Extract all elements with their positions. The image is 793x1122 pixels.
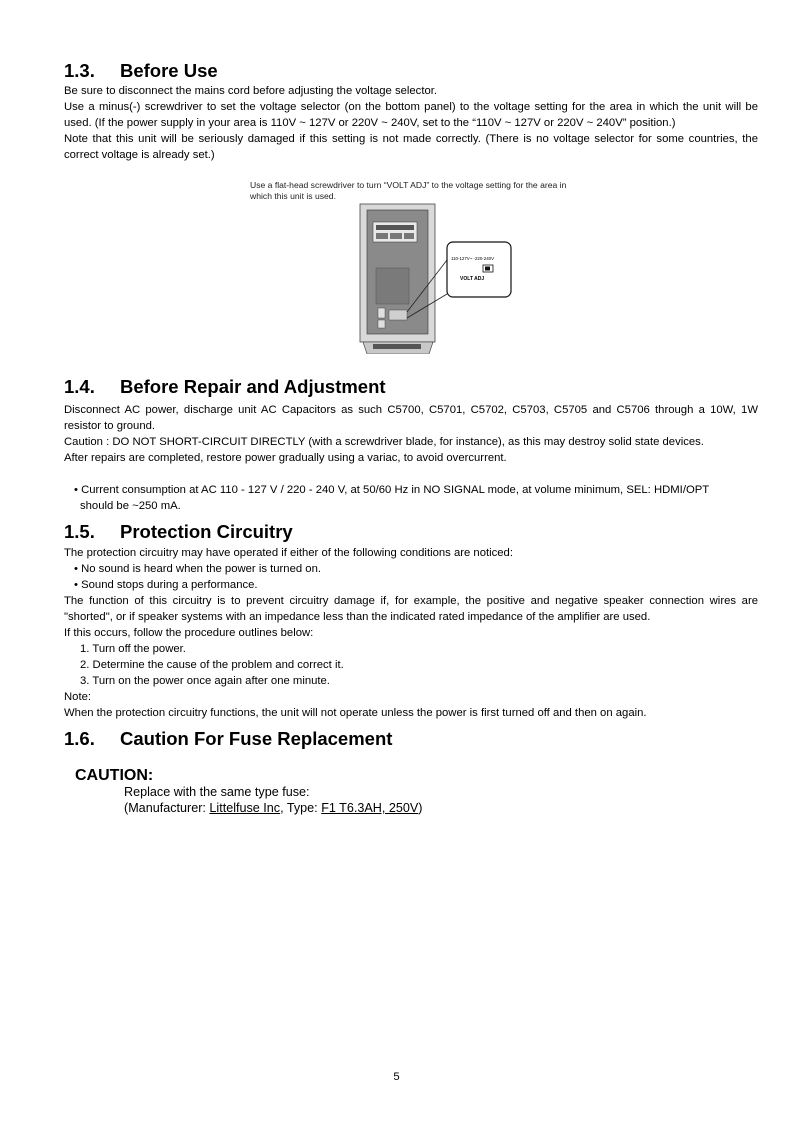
list-item: 3. Turn on the power once again after one minute.	[80, 675, 330, 687]
heading-protection-circuitry	[64, 521, 293, 543]
bullet-item: • Current consumption at AC 110 - 127 V / 220 - 240 V, at 50/60 Hz in NO SIGNAL mode, at volume minimum, SEL: HDMI/OPT	[74, 484, 710, 496]
section-title: Protection Circuitry	[120, 521, 293, 542]
list-item: • Sound stops during a performance.	[74, 579, 258, 591]
paragraph: Be sure to disconnect the mains cord before adjusting the voltage selector.	[64, 85, 438, 97]
section-number: 1.3.	[64, 60, 95, 81]
type-prefix: , Type:	[280, 801, 322, 815]
list-item: 2. Determine the cause of the problem and correct it.	[80, 659, 344, 671]
manufacturer-name: Littelfuse Inc	[209, 801, 281, 815]
section-number: 1.4.	[64, 376, 95, 397]
heading-before-repair	[64, 376, 386, 398]
paragraph: The protection circuitry may have operated if either of the following conditions are noticed:	[64, 547, 513, 559]
closing-paren: )	[418, 801, 423, 815]
paragraph: If this occurs, follow the procedure outlines below:	[64, 627, 314, 639]
paragraph: After repairs are completed, restore power gradually using a variac, to avoid overcurrent.	[64, 452, 507, 464]
list-item: 1. Turn off the power.	[80, 643, 186, 655]
heading-before-use	[64, 60, 218, 82]
list-item: • No sound is heard when the power is turned on.	[74, 563, 321, 575]
caution-heading: CAUTION:	[75, 767, 154, 784]
paragraph: Note that this unit will be seriously damaged if this setting is not made correctly. (There is no voltage selector for some countries, the correct voltage is already set.)	[64, 133, 758, 161]
caution-line: Replace with the same type fuse:	[124, 785, 310, 799]
manufacturer-prefix: (Manufacturer:	[124, 801, 210, 815]
section-title: Before Repair and Adjustment	[120, 376, 386, 397]
paragraph: Caution : DO NOT SHORT-CIRCUIT DIRECTLY (with a screwdriver blade, for instance), as this may destroy solid state devices.	[64, 436, 704, 448]
bullet-item-continued: should be ~250 mA.	[80, 500, 181, 512]
caution-body	[124, 784, 422, 816]
fuse-type: F1 T6.3AH, 250V	[321, 801, 419, 815]
note-text: When the protection circuitry functions, the unit will not operate unless the power is first turned off and then on again.	[64, 707, 647, 719]
section-title: Caution For Fuse Replacement	[120, 728, 393, 749]
figure-caption: Use a flat-head screwdriver to turn “VOLT ADJ” to the voltage setting for the area in which this unit is used.	[250, 180, 567, 201]
note-label: Note:	[64, 691, 92, 703]
volt-adj-label: VOLT ADJ	[460, 276, 485, 282]
page-number: 5	[393, 1071, 400, 1083]
heading-fuse-replacement	[64, 728, 392, 750]
section-title: Before Use	[120, 60, 218, 81]
section-number: 1.6.	[64, 728, 95, 749]
unit-rear-panel-figure	[355, 202, 525, 354]
paragraph: The function of this circuitry is to prevent circuitry damage if, for example, the positive and negative speaker connection wires are "shorted", or if speaker systems with an impedance less than the indicated rated impedance of the amplifier are used.	[64, 595, 758, 623]
paragraph: Disconnect AC power, discharge unit AC Capacitors as such C5700, C5701, C5702, C5703, C5705 and C5706 through a 10W, 1W resistor to ground.	[64, 404, 758, 432]
section-number: 1.5.	[64, 521, 95, 542]
fuse-spec-line	[124, 800, 422, 816]
paragraph: Use a minus(-) screwdriver to set the voltage selector (on the bottom panel) to the voltage setting for the area in which the unit will be used. (If the power supply in your area is 110V ~ 127V or 220V ~ 240V, set to the “110V ~ 127V or 220V ~ 240V” position.)	[64, 101, 758, 129]
volt-range-label: 110-127V~ -220-240V	[451, 256, 495, 261]
